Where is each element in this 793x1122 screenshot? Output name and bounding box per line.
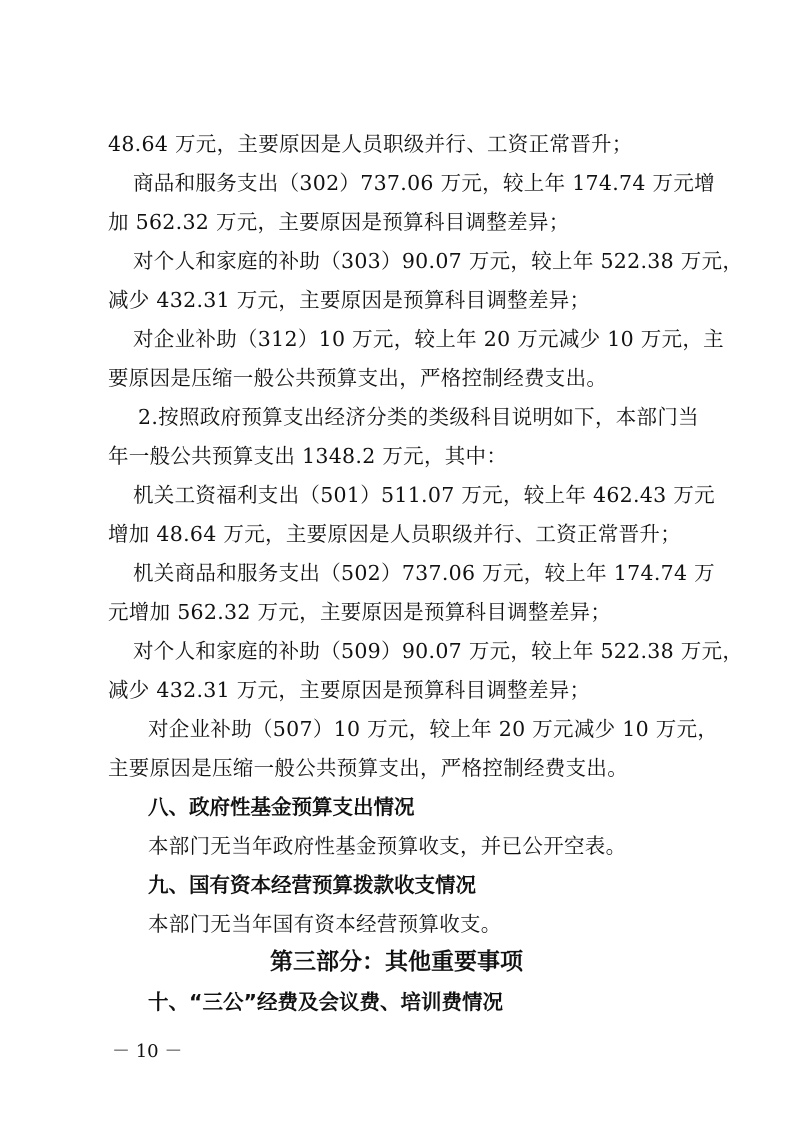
body-text-line: 增加 48.64 万元，主要原因是人员职级并行、工资正常晋升；	[108, 522, 682, 546]
body-text-line: 主要原因是压缩一般公共预算支出，严格控制经费支出。	[108, 756, 628, 780]
body-text-line: 对个人和家庭的补助（303）90.07 万元，较上年 522.38 万元，	[133, 249, 744, 273]
body-text-line: 要原因是压缩一般公共预算支出，严格控制经费支出。	[108, 366, 608, 390]
body-text-line: 减少 432.31 万元，主要原因是预算科目调整差异；	[108, 288, 591, 312]
section-9-text: 本部门无当年国有资本经营预算收支。	[148, 912, 502, 936]
section-9-heading: 九、国有资本经营预算拨款收支情况	[148, 873, 476, 897]
body-text-line: 加 562.32 万元，主要原因是预算科目调整差异；	[108, 210, 570, 234]
body-text-line: 对企业补助（507）10 万元，较上年 20 万元减少 10 万元，	[148, 717, 719, 741]
section-10-heading: 十、“三公”经费及会议费、培训费情况	[148, 990, 503, 1014]
body-text-line: 2.按照政府预算支出经济分类的类级科目说明如下，本部门当	[138, 405, 699, 429]
body-text-line: 减少 432.31 万元，主要原因是预算科目调整差异；	[108, 678, 591, 702]
body-text-line: 元增加 562.32 万元，主要原因是预算科目调整差异；	[108, 600, 612, 624]
body-text-line: 对个人和家庭的补助（509）90.07 万元，较上年 522.38 万元，	[133, 639, 744, 663]
section-8-text: 本部门无当年政府性基金预算收支，并已公开空表。	[148, 834, 627, 858]
body-text-line: 机关工资福利支出（501）511.07 万元，较上年 462.43 万元	[133, 483, 715, 507]
part-3-title: 第三部分：其他重要事项	[270, 948, 523, 975]
body-text-line: 商品和服务支出（302）737.06 万元，较上年 174.74 万元增	[133, 171, 715, 195]
body-text-line: 机关商品和服务支出（502）737.06 万元，较上年 174.74 万	[133, 561, 715, 585]
page-number: － 10 －	[112, 1041, 183, 1062]
body-text-line: 48.64 万元，主要原因是人员职级并行、工资正常晋升；	[108, 132, 633, 156]
body-text-line: 对企业补助（312）10 万元，较上年 20 万元减少 10 万元，主	[133, 327, 724, 351]
body-text-line: 年一般公共预算支出 1348.2 万元，其中：	[108, 444, 508, 468]
section-8-heading: 八、政府性基金预算支出情况	[148, 795, 415, 819]
